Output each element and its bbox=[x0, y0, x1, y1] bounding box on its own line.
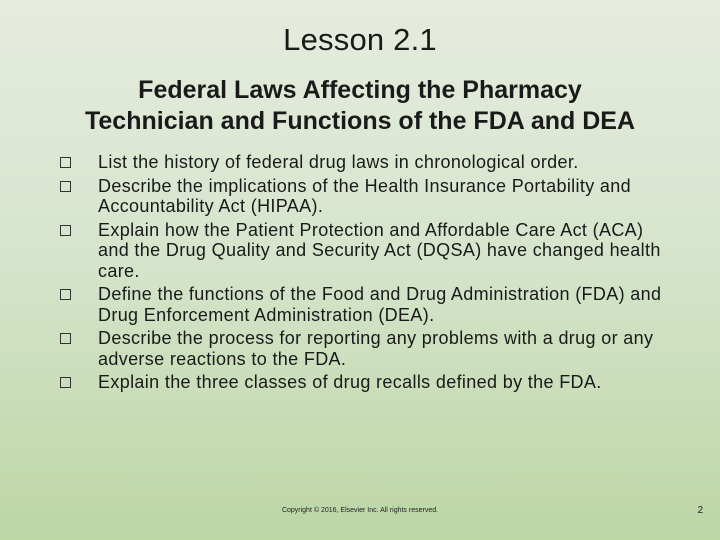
subtitle-line-1: Federal Laws Affecting the Pharmacy bbox=[138, 76, 582, 104]
square-bullet-icon bbox=[60, 225, 71, 236]
slide-subtitle bbox=[30, 75, 690, 137]
objective-text: Describe the implications of the Health Insurance Portability and Accountability Act (HIPAA). bbox=[98, 175, 632, 216]
subtitle-line-2: Technician and Functions of the FDA and DEA bbox=[84, 107, 635, 135]
objective-item bbox=[58, 152, 678, 173]
square-bullet-icon bbox=[60, 289, 71, 300]
objective-item bbox=[58, 328, 678, 369]
objective-item bbox=[58, 372, 678, 393]
slide-title: Lesson 2.1 bbox=[283, 22, 437, 57]
objective-text: Explain the three classes of drug recalls defined by the FDA. bbox=[98, 372, 602, 392]
page-number: 2 bbox=[697, 505, 703, 516]
square-bullet-icon bbox=[60, 333, 71, 344]
objective-text: Define the functions of the Food and Drug Administration (FDA) and Drug Enforcement Administration (DEA). bbox=[98, 284, 662, 325]
objective-text: Describe the process for reporting any problems with a drug or any adverse reactions to the FDA. bbox=[98, 328, 654, 369]
objective-text: List the history of federal drug laws in chronological order. bbox=[98, 152, 579, 172]
square-bullet-icon bbox=[60, 181, 71, 192]
copyright-notice: Copyright © 2016, Elsevier Inc. All rights reserved. bbox=[281, 507, 439, 514]
objective-item bbox=[58, 176, 678, 217]
objective-item bbox=[58, 220, 678, 282]
objectives-list bbox=[58, 152, 678, 396]
square-bullet-icon bbox=[60, 377, 71, 388]
objective-text: Explain how the Patient Protection and Affordable Care Act (ACA) and the Drug Quality and Security Act (DQSA) have changed health care. bbox=[98, 219, 661, 281]
square-bullet-icon bbox=[60, 157, 71, 168]
objective-item bbox=[58, 284, 678, 325]
